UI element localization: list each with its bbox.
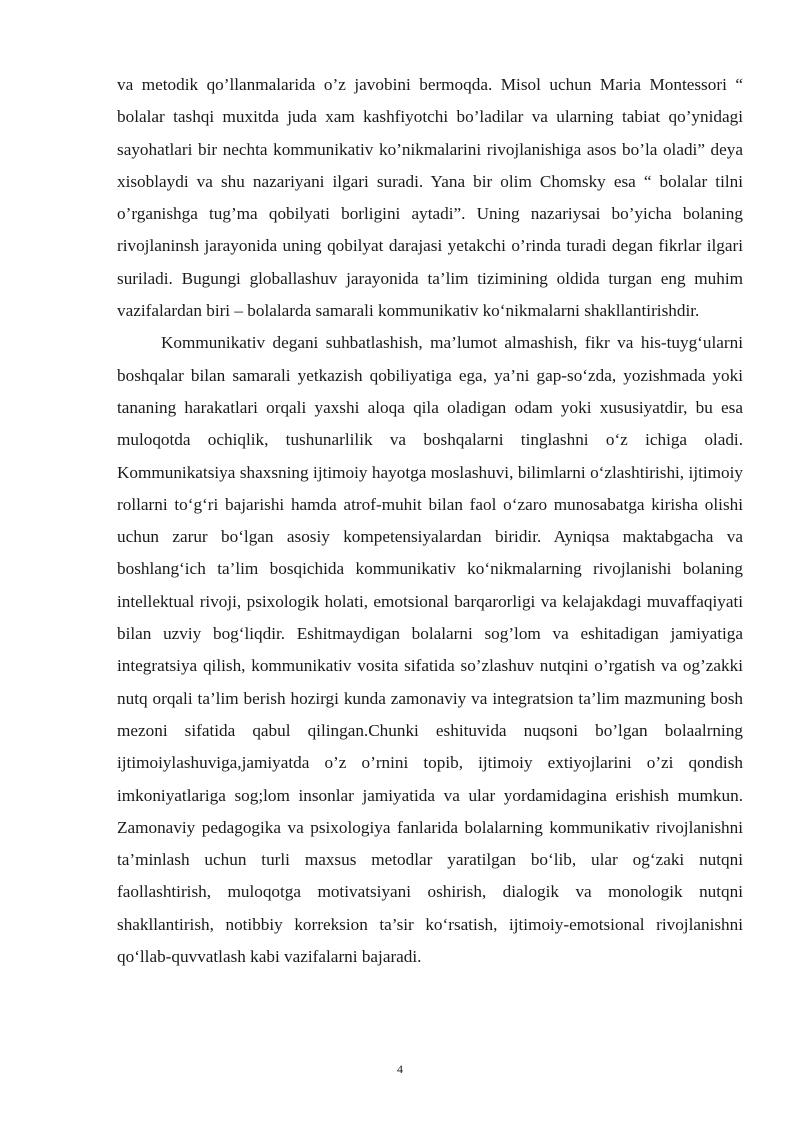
page-number: 4: [397, 1062, 403, 1076]
document-body: [117, 69, 743, 973]
paragraph-communicative: Kommunikativ degani suhbatlashish, ma’lumot almashish, fikr va his-tuygʻularni boshqalar bilan samarali yetkazish qobiliyatiga ega, ya’ni gap-soʻzda, yozishmada yoki tananing harakatlari orqali yaxshi aloqa qila oladigan odam yoki xususiyatdir, bu esa muloqotda ochiqlik, tushunarlilik va boshqalarni tinglashni oʻz ichiga oladi. Kommunikatsiya shaxsning ijtimoiy hayotga moslashuvi, bilimlarni oʻzlashtirishi, ijtimoiy rollarni toʻgʻri bajarishi hamda atrof-muhit bilan faol oʻzaro munosabatga kirisha olishi uchun zarur boʻlgan asosiy kompetensiyalardan biridir. Ayniqsa maktabgacha va boshlangʻich ta’lim bosqichida kommunikativ koʻnikmalarning rivojlanishi bolaning intellektual rivoji, psixologik holati, emotsional barqarorligi va kelajakdagi muvaffaqiyati bilan uzviy bogʻliqdir. Eshitmaydigan bolalarni sog’lom va eshitadigan jamiyatiga integratsiya qilish, kommunikativ vosita sifatida so’zlashuv nutqini o’rgatish va og’zakki nutq orqali ta’lim berish hozirgi kunda zamonaviy va integratsion ta’lim mazmuning bosh mezoni sifatida qabul qilingan.Chunki eshituvida nuqsoni bo’lgan bolaalrning ijtimoiylashuviga,jamiyatda o’z o’rnini topib, ijtimoiy extiyojlarini o’zi qondish imkoniyatlariga sog;lom insonlar jamiyatida va ular yordamidagina erishish mumkun. Zamonaviy pedagogika va psixologiya fanlarida bolalarning kommunikativ rivojlanishni ta’minlash uchun turli maxsus metodlar yaratilgan boʻlib, ular ogʻzaki nutqni faollashtirish, muloqotga motivatsiyani oshirish, dialogik va monologik nutqni shakllantirish, notibbiy korreksion ta’sir koʻrsatish, ijtimoiy-emotsional rivojlanishni qoʻllab-quvvatlash kabi vazifalarni bajaradi.: [117, 333, 743, 967]
paragraph-continuation: va metodik qo’llanmalarida o’z javobini bermoqda. Misol uchun Maria Montessori “ bolalar tashqi muxitda juda xam kashfiyotchi bo’ladilar va ularning tabiat qo’ynidagi sayohatlari bir nechta kommunikativ ko’nikmalarini rivojlanishiga asos bo’la oladi” deya xisoblaydi va shu nazariyani ilgari suradi. Yana bir olim Chomsky esa “ bolalar tilni o’rganishga tug’ma qobilyati borligini aytadi”. Uning nazariysai bo’yicha bolaning rivojlaninsh jarayonida uning qobilyat darajasi yetakchi o’rinda turadi degan fikrlar ilgari suriladi. Bugungi globallashuv jarayonida ta’lim tizimining oldida turgan eng muhim vazifalardan biri – bolalarda samarali kommunikativ koʻnikmalarni shakllantirishdir.: [117, 75, 743, 321]
